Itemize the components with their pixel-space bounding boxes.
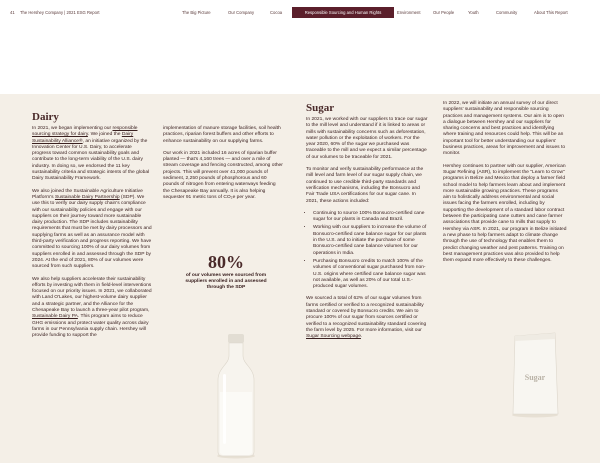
sugar-paragraph-1: In 2021, we worked with our suppliers to trace our sugar to the mill level and understand if it is linked to areas or mills with sustainability concerns such as deforestation, water pollution or the exploitation of workers. For the year 2020, 60% of the sugar we purchased was traceable to the mill and we expect a similar percentage of our volumes to be traceable for 2021. (306, 117, 428, 160)
dairy-heading: Dairy (32, 111, 59, 123)
nav-responsible-sourcing[interactable]: Responsible Sourcing and Human Rights (292, 7, 394, 18)
page-number: 41 (10, 10, 15, 15)
dairy-alliance-link[interactable]: Dairy Sustainability Alliance® (32, 132, 134, 144)
nav-our-company[interactable]: Our Company (228, 10, 255, 15)
sugar-paragraph-4: In 2022, we will initiate an annual survey of our direct suppliers' sustainability and responsible sourcing practices and management systems. Our aim is to open a dialogue between Hershey and our suppliers for sharing concerns and best practices and identifying where training and resources could help. This will be an important tool for better understanding our suppliers' business practices, areas for improvement and issues to monitor. (443, 101, 566, 157)
sugar-bag-image (509, 330, 561, 418)
list-item: • Purchasing Bonsucro credits to match 100% of the volumes of conventional sugar purchased from non-U.S. origins where certified cane balance sugar was not available, as well as 20% of our total U.S.-produced sugar volumes. (313, 259, 428, 290)
dairy-stat-caption: of our volumes were sourced from suppliers enrolled in and assessed through the SDP (185, 273, 267, 291)
sugar-column-1 (306, 117, 428, 347)
sugar-paragraph-3: We sourced a total of 62% of our sugar volumes from farms certified or verified to a recognized sustainability standard or covered by Bonsucro credits. We aim to procure 100% of our sugar from sources certified or verified to a recognized sustainability standard covering the farm level by 2025. For more information, visit our Sugar Sourcing webpage. (306, 296, 427, 340)
dairy-paragraph-4: implementation of manure storage facilities, soil health practices, riparian forest buffers and other efforts to enhance sustainability on our supplying farms. (163, 126, 281, 144)
sdp-link[interactable]: Sustainable Dairy Partnership (54, 194, 120, 200)
dairy-column-1 (32, 126, 152, 346)
dairy-paragraph-3: We also help suppliers accelerate their sustainability efforts by investing with them in field-level interventions focused on our priority issues. In 2021, we collaborated with Land O'Lakes, our highest-volume dairy supplier and a strategic partner, and the Alliance for the Chesapeake Bay to launch a three-year pilot program, Sustainable Dairy PA. This program aims to reduce GHG emissions and protect water quality across dairy farms in our Pennsylvania supply chain. Hershey will provide funding to support the (32, 276, 152, 339)
nav-our-people[interactable]: Our People (433, 10, 455, 15)
nav-youth[interactable]: Youth (468, 10, 479, 15)
nav-big-picture[interactable]: The Big Picture (182, 10, 211, 15)
list-item: • Continuing to source 100% Bonsucro-certified cane sugar for our plants in Canada and Brazil. (313, 211, 428, 224)
dairy-paragraph-1: In 2021, we began implementing our responsible sourcing strategy for dairy. We joined the Dairy Sustainability Alliance®, an initiative organized by the Innovation Center for U.S. Dairy, to accelerate progress toward common sustainability goals and contribute to the long-term viability of the U.S. dairy industry. In doing so, we endorsed the 11 key sustainability criteria and strategic intents of the global Dairy Sustainability Framework. (32, 126, 150, 182)
nav-about-report[interactable]: About This Report (534, 10, 568, 15)
sugar-sourcing-link[interactable]: Sugar Sourcing webpage (306, 334, 361, 340)
sugar-actions-list (306, 211, 428, 291)
list-item: • Working with our suppliers to increase the volume of Bonsucro-certified cane balance sugar for our plants in the U.S. and to initiate the purchase of some Bonsucro-certified cane balance volumes for our operations in India. (313, 225, 428, 256)
sugar-heading: Sugar (306, 102, 335, 114)
nav-community[interactable]: Community (496, 10, 518, 15)
dairy-column-2 (163, 126, 283, 207)
dairy-strategy-link[interactable]: responsible sourcing strategy for dairy (32, 126, 138, 138)
sugar-column-2 (443, 101, 567, 270)
dairy-paragraph-5: Our work in 2021 included 16 acres of riparian buffer planted — that's 4,160 trees — and over a mile of stream coverage and fencing constructed, among other projects. This will prevent over 41,000 pounds of sediment, 2,250 pounds of phosphorous and 60 pounds of nitrogen from entering waterways feeding the Chesapeake Bay annually. It is also helping sequester 91 metric tons of CO₂e per year. (163, 150, 283, 200)
sustainable-dairy-pa-link[interactable]: Sustainable Dairy PA (32, 314, 78, 320)
sugar-paragraph-2: To monitor and verify sustainability performance at the mill level and farm level of our sugar supply chain, we continued to use credible third-party standards and verification mechanisms, including the Bonsucro and Fair Trade USA certifications for our sugar cane. In 2021, these actions included: (306, 167, 424, 204)
sugar-bag-label: Sugar (524, 373, 546, 382)
nav-cocoa[interactable]: Cocoa (270, 10, 283, 15)
dairy-paragraph-2: We also joined the Sustainable Agriculture Initiative Platform's Sustainable Dairy Partnership (SDP). We use this to verify our dairy supply chain's compliance with our sustainability policies and engage with our suppliers on their journey toward more sustainable dairy production. The SDP includes sustainability requirements that must be met by dairy processors and supplying farms as well as an assurance model with third-party verification and progress reporting. We have committed to sourcing 100% of our dairy volumes from suppliers enrolled in and assessed through the SDP by 2024. At the end of 2021, 80% of our volumes were sourced from such suppliers. (32, 188, 152, 270)
milk-bottle-image (215, 334, 257, 459)
sugar-paragraph-5: Hershey continues to partner with our supplier, American Sugar Refining (ASR), to implement the "Learn to Grow" programs in Belize and Mexico that deploy a farmer field school model to help farmers learn about and implement more sustainable growing practices. These programs aim to holistically address environmental and social issues facing the farmers enrolled, including by supporting the development of a standard labor contract between the participating cane cutters and cane farmer associations that provide cane to mills that supply to Hershey via ASR. In 2021, our program in Belize initiated a new phase to help farmers adapt to climate change through the use of technology that enables them to predict changing weather and pest patterns. Training on best management practices was also provided to help them expand more effectively to these challenges. (443, 163, 567, 264)
nav-environment[interactable]: Environment (397, 10, 421, 15)
dairy-stat-value: 80% (208, 252, 244, 272)
report-title: The Hershey Company | 2021 ESG Report (20, 10, 100, 15)
